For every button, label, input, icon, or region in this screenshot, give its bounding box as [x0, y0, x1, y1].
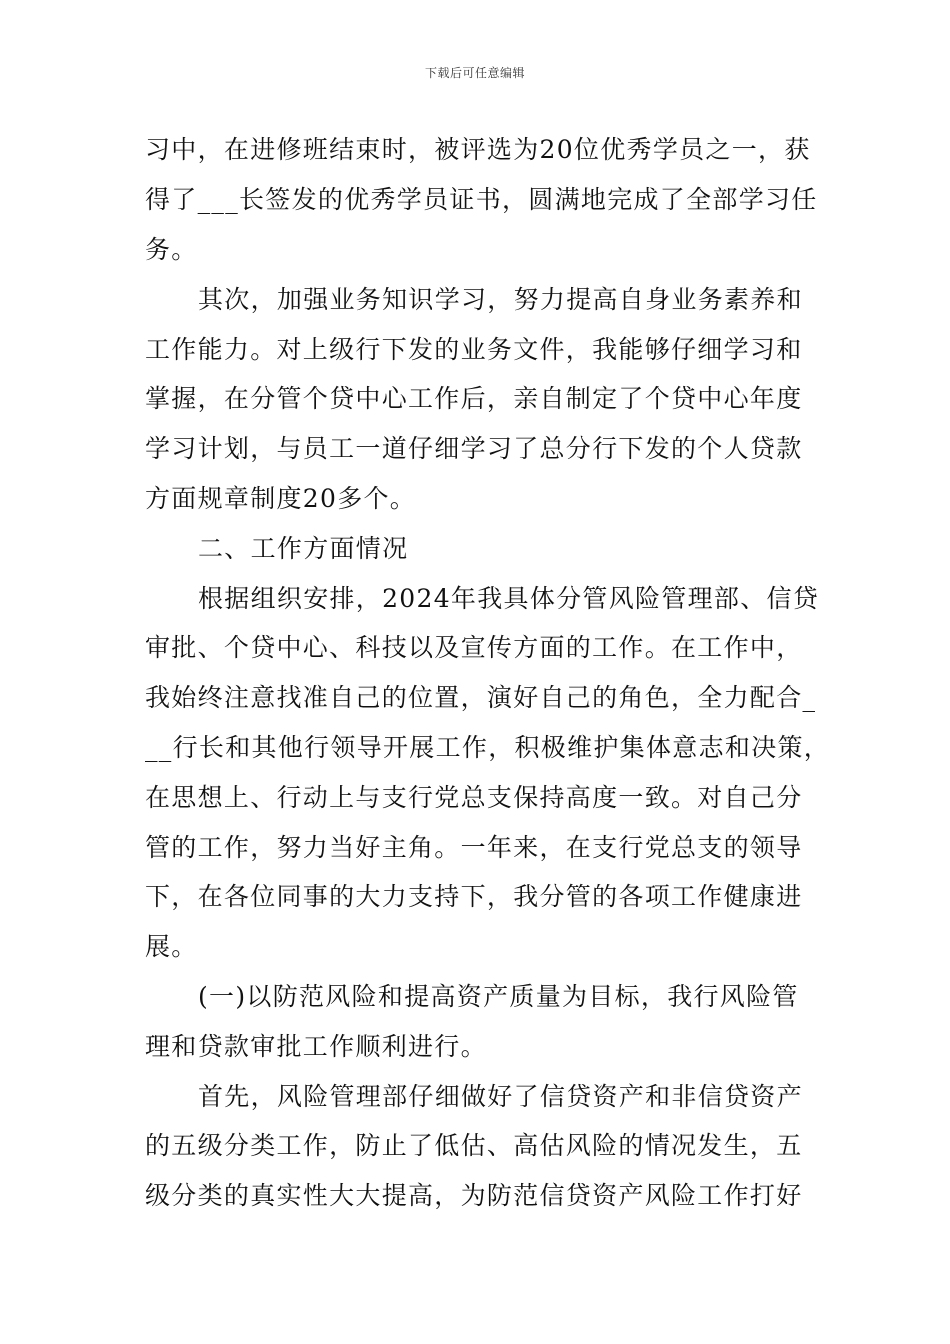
text-line: 在思想上、行动上与支行党总支保持高度一致。对自己分 [145, 783, 803, 812]
subsection-heading: (一)以防范风险和提高资产质量为目标，我行风险管 [198, 982, 799, 1011]
text-line: 学习计划，与员工一道仔细学习了总分行下发的个人贷款 [145, 434, 803, 463]
text-line: 首先，风险管理部仔细做好了信贷资产和非信贷资产 [198, 1082, 803, 1111]
text-line: 我始终注意找准自己的位置，演好自己的角色，全力配合_ [145, 683, 817, 712]
text-line: 下，在各位同事的大力支持下，我分管的各项工作健康进 [145, 882, 803, 911]
text-line: 方面规章制度20多个。 [145, 484, 417, 513]
text-line: 习中，在进修班结束时，被评选为20位优秀学员之一，获 [145, 135, 811, 164]
text-line: 务。 [145, 235, 198, 264]
text-line: 级分类的真实性大大提高，为防范信贷资产风险工作打好 [145, 1181, 803, 1210]
text-line: 理和贷款审批工作顺利进行。 [145, 1032, 487, 1061]
text-line: 工作能力。对上级行下发的业务文件，我能够仔细学习和 [145, 335, 803, 364]
text-line: 得了___长签发的优秀学员证书，圆满地完成了全部学习任 [145, 185, 818, 214]
section-heading: 二、工作方面情况 [198, 534, 409, 563]
page-header: 下载后可任意编辑 [424, 66, 525, 80]
text-line: 的五级分类工作，防止了低估、高估风险的情况发生，五 [145, 1131, 803, 1160]
text-line: 审批、个贷中心、科技以及宣传方面的工作。在工作中， [145, 633, 803, 662]
text-line: __行长和其他行领导开展工作，积极维护集体意志和决策， [145, 733, 831, 762]
text-line: 展。 [145, 932, 198, 961]
text-line: 掌握，在分管个贷中心工作后，亲自制定了个贷中心年度 [145, 384, 803, 413]
text-line: 管的工作，努力当好主角。一年来，在支行党总支的领导 [145, 833, 803, 862]
text-line: 其次，加强业务知识学习，努力提高自身业务素养和 [198, 285, 803, 314]
text-line: 根据组织安排，2024年我具体分管风险管理部、信贷 [198, 584, 820, 613]
